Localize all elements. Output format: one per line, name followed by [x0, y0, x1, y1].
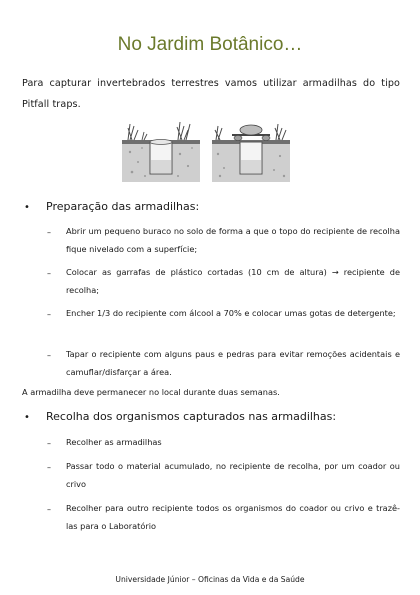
bullet-icon: •: [24, 412, 30, 423]
pitfall-trap-covered-illustration: [212, 124, 290, 182]
page-footer: Universidade Júnior – Oficinas da Vida e da Saúde: [115, 575, 305, 584]
list-item: Abrir um pequeno buraco no solo de forma a que o topo do recipiente de recolha fique nivelado com a superfície;: [66, 226, 400, 254]
list-item: Passar todo o material acumulado, no recipiente de recolha, por um coador ou crivo: [66, 461, 400, 489]
dash-icon: –: [47, 463, 51, 472]
list-item: Recolher para outro recipiente todos os organismos do coador ou crivo e trazê-las para o Laboratório: [66, 503, 400, 531]
bullet-icon: •: [24, 202, 30, 213]
list-item: Recolher as armadilhas: [66, 437, 162, 447]
list-item: Colocar as garrafas de plástico cortadas (10 cm de altura) → recipiente de recolha;: [66, 267, 400, 295]
duration-note: A armadilha deve permanecer no local durante duas semanas.: [22, 387, 280, 397]
list-item: Encher 1/3 do recipiente com álcool a 70% e colocar umas gotas de detergente;: [66, 308, 396, 318]
section-preparation-heading: • Preparação das armadilhas:: [24, 199, 199, 216]
pitfall-trap-illustration: [120, 118, 292, 190]
section-collection-heading: • Recolha dos organismos capturados nas armadilhas:: [24, 409, 336, 426]
page-title: No Jardim Botânico…: [117, 34, 303, 55]
dash-icon: –: [47, 269, 51, 278]
dash-icon: –: [47, 228, 51, 237]
intro-paragraph: Para capturar invertebrados terrestres vamos utilizar armadilhas do tipo Pitfall traps.: [22, 78, 400, 110]
dash-icon: –: [47, 505, 51, 514]
dash-icon: –: [47, 439, 51, 448]
pitfall-trap-open-illustration: [122, 122, 200, 182]
dash-icon: –: [47, 310, 51, 319]
dash-icon: –: [47, 351, 51, 360]
list-item: Tapar o recipiente com alguns paus e pedras para evitar remoções acidentais e camuflar/disfarçar a área.: [66, 349, 400, 377]
